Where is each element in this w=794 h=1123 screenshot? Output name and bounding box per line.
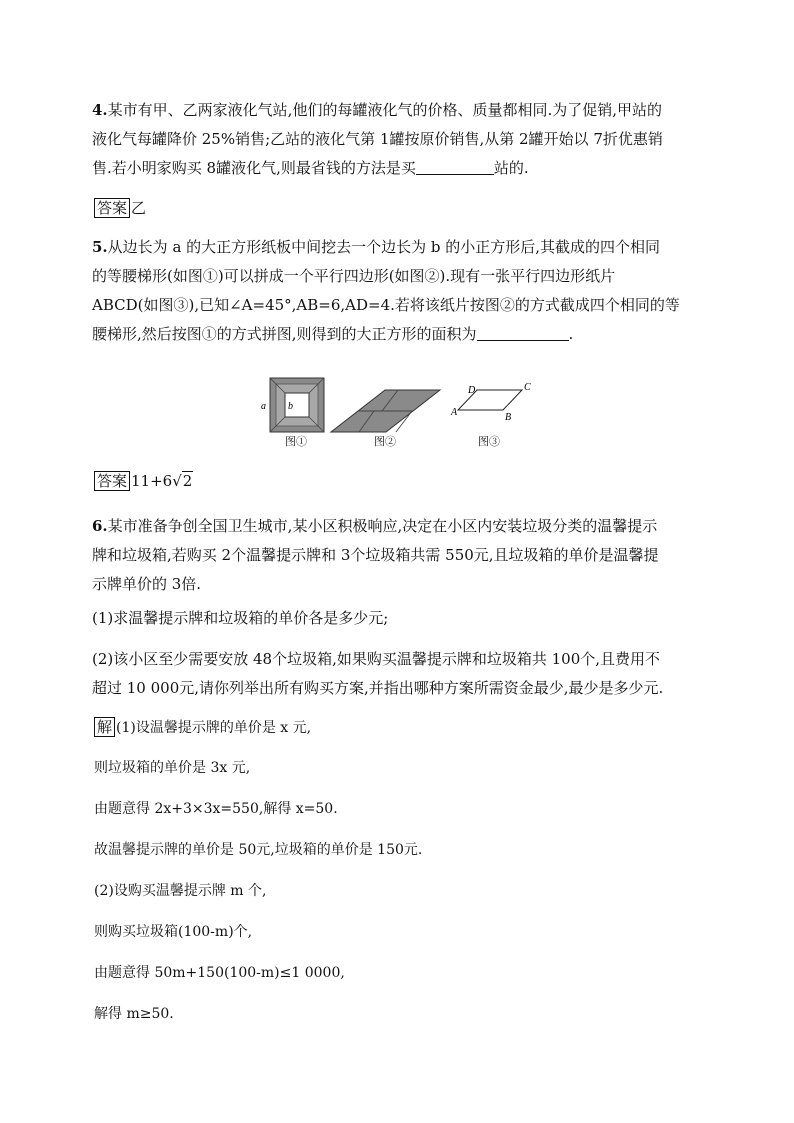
label-a: a	[261, 401, 266, 412]
figure-1-square-frame	[270, 378, 324, 432]
q4-line-2: 液化气每罐降价 25%销售;乙站的液化气第 1罐按原价销售,从第 2罐开始以 7折优惠销	[92, 130, 663, 148]
q5-line-3: ABCD(如图③),已知∠A=45°,AB=6,AD=4.若将该纸片按图②的方式截成四个相同的等	[92, 296, 680, 314]
question-5	[92, 233, 702, 349]
question-4	[92, 96, 702, 183]
q5-figure	[252, 376, 552, 448]
solution-line-4: 故温馨提示牌的单价是 50元,垃圾箱的单价是 150元.	[94, 842, 423, 858]
solution-label: 解	[94, 717, 115, 737]
q6-line-1: 6.某市准备争创全国卫生城市,某小区积极响应,决定在小区内安装垃圾分类的温馨提示	[92, 517, 658, 535]
solution-line-5: (2)设购买温馨提示牌 m 个,	[94, 883, 267, 899]
q4-line-1: 4.某市有甲、乙两家液化气站,他们的每罐液化气的价格、质量都相同.为了促销,甲站的	[92, 101, 662, 119]
q5-answer-blank	[477, 324, 569, 341]
solution-line-2: 则垃圾箱的单价是 3x 元,	[94, 760, 251, 776]
q6-line-2: 牌和垃圾箱,若购买 2个温馨提示牌和 3个垃圾箱共需 550元,且垃圾箱的单价是温馨提	[92, 546, 659, 564]
point-a: A	[451, 407, 458, 418]
q5-line-2: 的等腰梯形(如图①)可以拼成一个平行四边形(如图②).现有一张平行四边形纸片	[92, 267, 616, 285]
solution-line-1: 解 (1)设温馨提示牌的单价是 x 元,	[94, 717, 311, 738]
caption-figure-2: 图②	[374, 435, 396, 448]
q4-answer-text: 乙	[131, 199, 147, 217]
q6-line-3: 示牌单价的 3倍.	[92, 575, 202, 593]
sqrt-sign: √	[172, 472, 182, 490]
q5-answer-radicand: 2	[182, 472, 193, 490]
q4-answer	[94, 197, 146, 219]
solution-line-6: 则购买垃圾箱(100-m)个,	[94, 924, 253, 940]
point-d: D	[468, 385, 476, 396]
caption-figure-1: 图①	[285, 435, 307, 448]
point-b: B	[505, 412, 512, 423]
q6-number: 6.	[92, 517, 108, 535]
label-b: b	[288, 401, 293, 412]
q6-sub-question-1: (1)求温馨提示牌和垃圾箱的单价各是多少元;	[92, 609, 389, 627]
q5-answer-text: 11+6	[131, 472, 173, 490]
q5-line-4: 腰梯形,然后按图①的方式拼图,则得到的大正方形的面积为 .	[92, 325, 574, 343]
figure-2-parallelogram	[331, 390, 440, 432]
q6-sub-question-2: (2)该小区至少需要安放 48个垃圾箱,如果购买温馨提示牌和垃圾箱共 100个,且费用不 超过 10 000元,请你列举出所有购买方案,并指出哪种方案所需资金最少,最少是多少元.	[92, 650, 664, 697]
solution-line-7: 由题意得 50m+150(100-m)≤1 0000,	[94, 965, 345, 981]
q5-number: 5.	[92, 238, 108, 256]
q4-number: 4.	[92, 101, 108, 119]
answer-label: 答案	[94, 471, 130, 491]
solution-line-3: 由题意得 2x+3×3x=550,解得 x=50.	[94, 801, 338, 817]
q5-answer	[94, 470, 193, 492]
answer-label: 答案	[94, 198, 130, 218]
q5-line-1: 5.从边长为 a 的大正方形纸板中间挖去一个边长为 b 的小正方形后,其截成的四个相同	[92, 238, 661, 256]
point-c: C	[524, 382, 531, 393]
caption-figure-3: 图③	[478, 435, 500, 448]
q4-line-3: 售.若小明家购买 8罐液化气,则最省钱的方法是买 站的.	[92, 159, 529, 177]
question-6	[92, 512, 702, 599]
solution-line-8: 解得 m≥50.	[94, 1006, 174, 1022]
q4-answer-blank	[416, 158, 494, 175]
